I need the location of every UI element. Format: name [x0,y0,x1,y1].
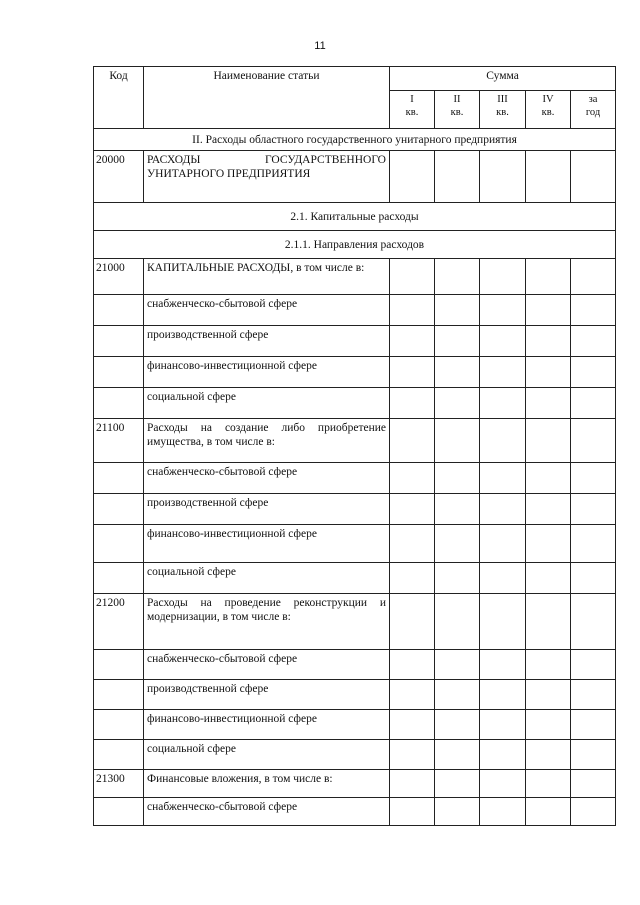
row-code: 21100 [94,419,144,463]
header-quarter-4: IV кв. [526,91,571,129]
row-name: финансово-инвестиционной сфере [144,710,390,740]
header-year: за год [571,91,616,129]
row-code: 21200 [94,594,144,650]
row-name: социальной сфере [144,563,390,594]
row-name: РАСХОДЫ ГОСУДАРСТВЕННОГО УНИТАРНОГО ПРЕДПРИЯТИЯ [144,151,390,203]
row-name: снабженческо-сбытовой сфере [144,463,390,494]
header-code: Код [94,67,144,129]
row-name: снабженческо-сбытовой сфере [144,650,390,680]
row-name: снабженческо-сбытовой сфере [144,798,390,826]
row-code: 21300 [94,770,144,798]
row-name: Финансовые вложения, в том числе в: [144,770,390,798]
header-quarter-3: III кв. [480,91,526,129]
row-name: производственной сфере [144,326,390,357]
row-name: социальной сфере [144,388,390,419]
row-name: финансово-инвестиционной сфере [144,525,390,563]
row-name: КАПИТАЛЬНЫЕ РАСХОДЫ, в том числе в: [144,259,390,295]
header-name: Наименование статьи [144,67,390,129]
page-number: 11 [314,40,326,52]
row-code: 20000 [94,151,144,203]
section-title: 2.1.1. Направления расходов [94,231,616,259]
row-name: производственной сфере [144,680,390,710]
row-name: Расходы на проведение реконструкции и модернизации, в том числе в: [144,594,390,650]
header-quarter-2: II кв. [435,91,480,129]
row-code: 21000 [94,259,144,295]
row-name: Расходы на создание либо приобретение имущества, в том числе в: [144,419,390,463]
header-sum: Сумма [390,67,616,91]
row-name: снабженческо-сбытовой сфере [144,295,390,326]
section-title: 2.1. Капитальные расходы [94,203,616,231]
section-title: II. Расходы областного государственного унитарного предприятия [94,129,616,151]
row-name: социальной сфере [144,740,390,770]
row-name: финансово-инвестиционной сфере [144,357,390,388]
header-quarter-1: I кв. [390,91,435,129]
expenses-table [93,66,616,826]
row-name: производственной сфере [144,494,390,525]
